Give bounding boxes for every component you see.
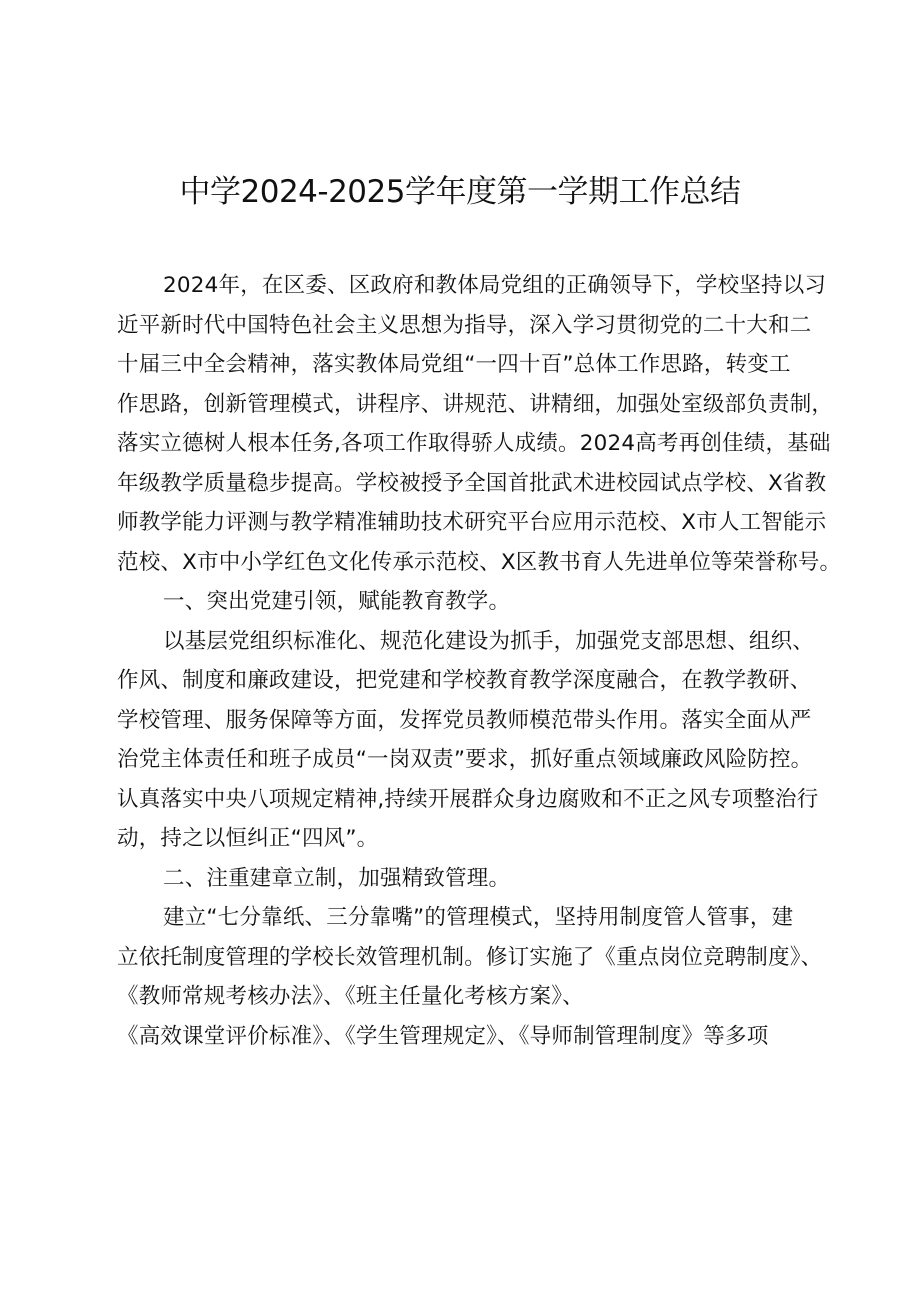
paragraph-line: 落实立德树人根本任务,各项工作取得骄人成绩。2024高考再创佳绩，基础 (117, 431, 831, 456)
paragraph-line: 认真落实中央八项规定精神,持续开展群众身边腐败和不正之风专项整治行 (117, 786, 819, 812)
intro-paragraph (117, 266, 842, 582)
section-2-paragraph (117, 898, 823, 1056)
section-1-paragraph (117, 622, 823, 859)
paragraph-line: 作风、制度和廉政建设，把党建和学校教育教学深度融合，在教学教研、 (117, 668, 812, 693)
paragraph-line: 立依托制度管理的学校长效管理机制。修订实施了《重点岗位竞聘制度》、 (117, 944, 823, 970)
document-body (117, 266, 842, 1056)
paragraph-line: 近平新时代中国特色社会主义思想为指导，深入学习贯彻党的二十大和二 (117, 312, 812, 338)
paragraph-line: 治党主体责任和班子成员“一岗双责”要求，抓好重点领域廉政风险防控。 (117, 747, 813, 772)
paragraph-line: 2024年，在区委、区政府和教体局党组的正确领导下，学校坚持以习 (163, 273, 827, 298)
page-title: 中学2024-2025学年度第一学期工作总结 (179, 174, 741, 210)
paragraph-line: 师教学能力评测与教学精准辅助技术研究平台应用示范校、X市人工智能示 (117, 510, 827, 535)
section-heading-1: 一、突出党建引领，赋能教育教学。 (163, 589, 511, 614)
paragraph-line: 年级教学质量稳步提高。学校被授予全国首批武术进校园试点学校、X省教 (117, 470, 827, 496)
paragraph-line: 作思路，创新管理模式，讲程序、讲规范、讲精细，加强处室级部负责制， (117, 391, 834, 417)
section-heading-2: 二、注重建章立制，加强精致管理。 (163, 865, 511, 891)
paragraph-line: 以基层党组织标准化、规范化建设为抓手，加强党支部思想、组织、 (163, 628, 815, 654)
paragraph-line: 范校、X市中小学红色文化传承示范校、X区教书育人先进单位等荣誉称号。 (117, 549, 842, 575)
paragraph-line: 建立“七分靠纸、三分靠嘴”的管理模式，坚持用制度管人管事，建 (163, 905, 794, 930)
paragraph-line: 动，持之以恒纠正“四风”。 (117, 826, 379, 851)
paragraph-line: 《高效课堂评价标准》、《学生管理规定》、《导师制管理制度》等多项 (117, 1023, 769, 1049)
paragraph-line: 学校管理、服务保障等方面，发挥党员教师模范带头作用。落实全面从严 (117, 707, 812, 733)
paragraph-line: 十届三中全会精神，落实教体局党组“一四十百”总体工作思路，转变工 (117, 352, 791, 377)
paragraph-line: 《教师常规考核办法》、《班主任量化考核方案》、 (117, 984, 584, 1009)
